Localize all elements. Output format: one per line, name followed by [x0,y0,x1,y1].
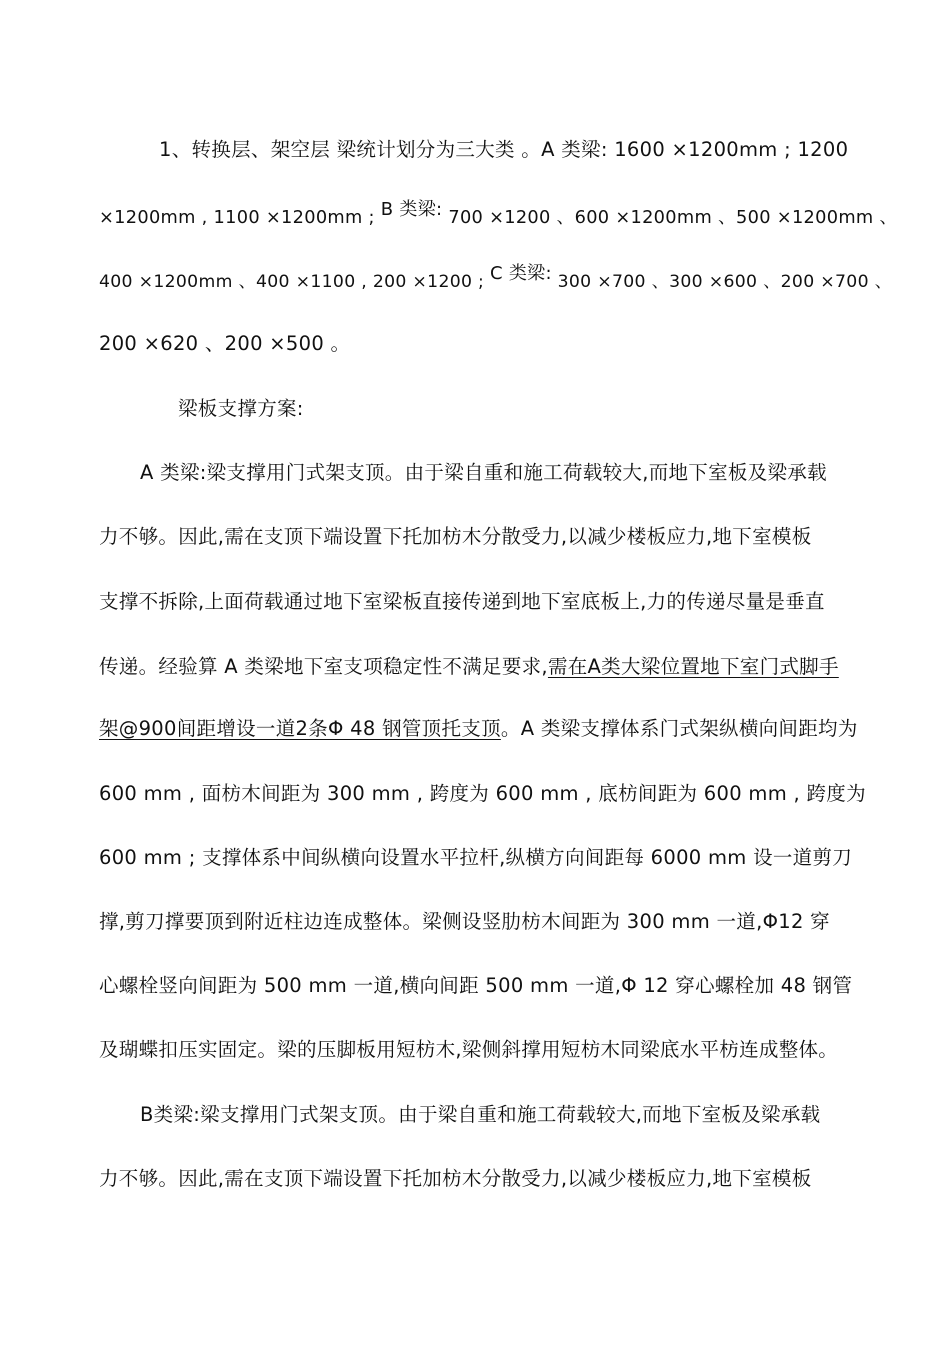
text-span: 400 ×1200mm 、400 ×1100 , 200 ×1200 ; [99,272,490,292]
text-span: 力不够。因此,需在支顶下端设置下托加枋木分散受力,以减少楼板应力,地下室模板 [99,525,812,548]
paragraph-class-a-line-10 [99,1037,899,1063]
paragraph-class-b-line-1 [140,1102,898,1128]
paragraph-beam-classification-line-2 [99,199,899,231]
class-c-label: C 类梁: [489,263,552,284]
section-heading-support-plan [178,396,898,422]
paragraph-class-a-line-2 [99,524,899,550]
text-span: 传递。经验算 A 类梁地下室支项稳定性不满足要求, [99,655,548,678]
text-span: 力不够。因此,需在支顶下端设置下托加枋木分散受力,以减少楼板应力,地下室模板 [99,1167,812,1190]
paragraph-class-a-line-7 [99,845,899,871]
text-span: 心螺栓竖向间距为 500 mm 一道,横向间距 500 mm 一道,Φ 12 穿心螺栓加 48 钢管 [99,974,853,997]
text-span: 300 ×700 、300 ×600 、200 ×700 、 [551,272,893,292]
paragraph-class-a-line-1 [140,460,898,486]
paragraph-class-a-line-5 [99,716,899,742]
paragraph-class-a-line-9 [99,973,899,999]
text-span: 撑,剪刀撑要顶到附近柱边连成整体。梁侧设竖肋枋木间距为 300 mm 一道,Φ12 穿 [99,910,830,933]
text-span: A 类梁:梁支撑用门式架支顶。由于梁自重和施工荷载较大,而地下室板及梁承载 [140,461,827,484]
text-span: 600 mm , 面枋木间距为 300 mm , 跨度为 600 mm , 底枋间距为 600 mm , 跨度为 [99,782,866,805]
paragraph-class-a-line-8 [99,909,899,935]
text-span: 700 ×1200 、600 ×1200mm 、500 ×1200mm 、 [442,208,898,228]
paragraph-beam-classification-line-1 [159,137,899,163]
text-span: B类梁:梁支撑用门式架支顶。由于梁自重和施工荷载较大,而地下室板及梁承载 [140,1103,821,1126]
text-span: 200 ×620 、200 ×500 。 [99,332,351,355]
underlined-requirement: 架@900间距增设一道2条Φ 48 钢管顶托支顶 [99,717,501,740]
text-span: 。A 类梁支撑体系门式架纵横向间距均为 [500,717,858,740]
text-span: 梁板支撑方案: [178,397,304,420]
paragraph-class-a-line-6 [99,781,899,807]
paragraph-class-b-line-2 [99,1166,899,1192]
class-b-label: B 类梁: [380,199,443,220]
text-span: 支撑不拆除,上面荷载通过地下室梁板直接传递到地下室底板上,力的传递尽量是垂直 [99,590,825,613]
paragraph-class-a-line-3 [99,589,899,615]
paragraph-beam-classification-line-3 [99,263,899,295]
paragraph-class-a-line-4 [99,654,899,680]
paragraph-beam-classification-line-4 [99,331,899,357]
underlined-requirement: 需在A类大梁位置地下室门式脚手 [547,655,839,678]
text-span: ×1200mm , 1100 ×1200mm ; [99,208,381,228]
text-span: 600 mm ; 支撑体系中间纵横向设置水平拉杆,纵横方向间距每 6000 mm 设一道剪刀 [99,846,853,869]
text-span: 及瑚蝶扣压实固定。梁的压脚板用短枋木,梁侧斜撑用短枋木同梁底水平枋连成整体。 [99,1038,839,1061]
text-span: 1、转换层、架空层 梁统计划分为三大类 。A 类梁: 1600 ×1200mm ; 1200 [159,138,849,161]
